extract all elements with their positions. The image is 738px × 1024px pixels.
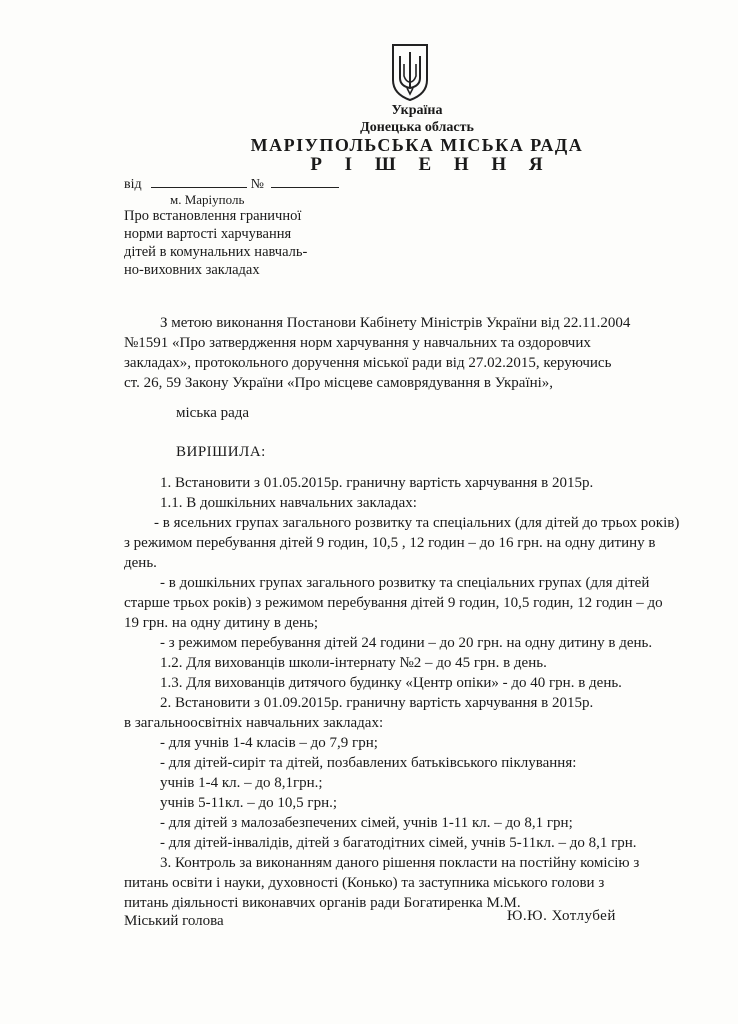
item-line: старше трьох років) з режимом перебування дітей 9 годин, 10,5 годин, 12 годин – до [124,595,663,611]
item-line: з режимом перебування дітей 9 годин, 10,5 , 12 годин – до 16 грн. на одну дитину в [124,535,656,551]
item-line: день. [124,555,157,571]
number-label: № [250,177,264,192]
item-line: - для дітей з малозабезпечених сімей, учнів 1-11 кл. – до 8,1 грн; [160,815,573,831]
item-line: в загальноосвітніх навчальних закладах: [124,715,384,731]
preamble-line: ст. 26, 59 Закону України «Про місцеве самоврядування в Україні», [124,375,554,391]
subject-line: но-виховних закладах [124,262,260,278]
document-type: Р І Ш Е Н Н Я [310,154,552,175]
item-line: учнів 1-4 кл. – до 8,1грн.; [160,775,323,791]
country-name: Україна [391,103,443,118]
item-line: 3. Контроль за виконанням даного рішення покласти на постійну комісію з [160,855,640,871]
subject-line: дітей в комунальних навчаль- [124,244,308,260]
item-line: 1.1. В дошкільних навчальних закладах: [160,495,417,511]
item-line: питань діяльності виконавчих органів ради Богатиренка М.М. [124,895,521,911]
number-blank [271,175,339,188]
item-line: 1.2. Для вихованців школи-інтернату №2 – до 45 грн. в день. [160,655,547,671]
item-line: - для дітей-сиріт та дітей, позбавлених батьківського піклування: [160,755,577,771]
item-line: - для учнів 1-4 класів – до 7,9 грн; [160,735,378,751]
from-label: від [124,177,142,192]
item-line: - з режимом перебування дітей 24 години – до 20 грн. на одну дитину в день. [160,635,653,651]
subject-line: норми вартості харчування [124,226,292,242]
preamble-line: З метою виконання Постанови Кабінету Міністрів України від 22.11.2004 [160,315,631,331]
item-line: 2. Встановити з 01.09.2015р. граничну вартість харчування в 2015р. [160,695,594,711]
signatory-name: Ю.Ю. Хотлубей [507,908,616,924]
item-line: - в дошкільних групах загального розвитку та спеціальних групах (для дітей [160,575,650,591]
item-line: 19 грн. на одну дитину в день; [124,615,319,631]
item-line: питань освіти і науки, духовності (Конько) та заступника міського голови з [124,875,605,891]
item-line: 1. Встановити з 01.05.2015р. граничну вартість харчування в 2015р. [160,475,594,491]
item-line: - для дітей-інвалідів, дітей з багатодітних сімей, учнів 5-11кл. – до 8,1 грн. [160,835,637,851]
signatory-position: Міський голова [124,913,224,929]
item-line: - в ясельних групах загального розвитку та спеціальних (для дітей до трьох років) [154,515,680,531]
council-line: міська рада [176,405,250,421]
date-blank [151,175,247,188]
region-name: Донецька область [360,120,474,135]
resolved-heading: ВИРІШИЛА: [176,444,266,460]
subject-line: Про встановлення граничної [124,208,302,224]
date-number-line [124,175,339,193]
subject-block [124,207,307,279]
item-line: учнів 5-11кл. – до 10,5 грн.; [160,795,338,811]
item-line: 1.3. Для вихованців дитячого будинку «Центр опіки» - до 40 грн. в день. [160,675,622,691]
preamble-line: №1591 «Про затвердження норм харчування у навчальних та оздоровчих [124,335,591,351]
council-name: МАРІУПОЛЬСЬКА МІСЬКА РАДА [250,135,584,155]
preamble-line: закладах», протокольного доручення міської ради від 27.02.2015, керуючись [124,355,612,371]
coat-of-arms-icon [390,42,430,102]
city-name: м. Маріуполь [170,192,245,207]
